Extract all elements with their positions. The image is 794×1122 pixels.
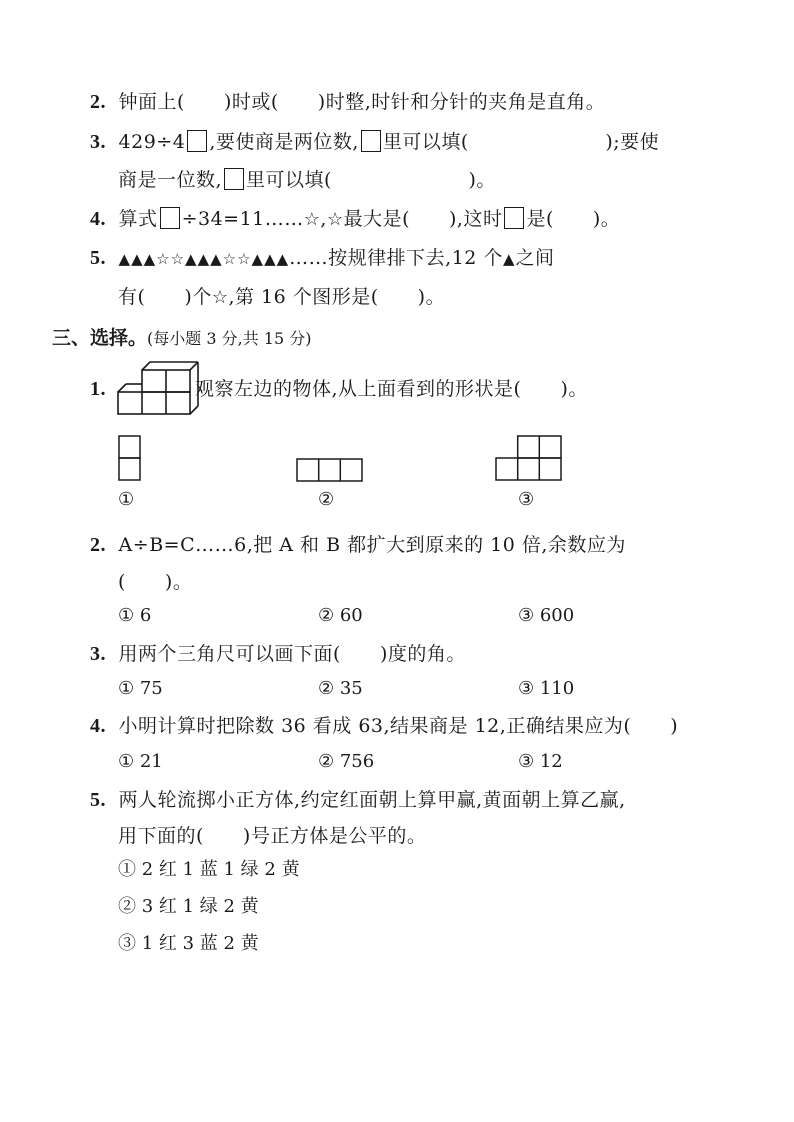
option-1-label: ① (118, 489, 135, 510)
choice-5-line2: 用下面的( )号正方体是公平的。 (118, 825, 427, 847)
question-number: 3. (90, 131, 106, 153)
question-number: 4. (90, 715, 106, 737)
blank-box (187, 130, 207, 152)
question-number: 5. (90, 247, 106, 269)
choice-4 (90, 714, 678, 738)
question-text: 最大是( ),这时 (343, 208, 503, 230)
cube-stack-figure (116, 360, 196, 416)
question-text: 里可以填( )。 (246, 169, 496, 191)
option-2: ② 3 红 1 绿 2 黄 (118, 896, 259, 917)
question-text: 两人轮流掷小正方体,约定红面朝上算甲赢,黄面朝上算乙赢, (118, 789, 626, 811)
question-3 (90, 130, 659, 154)
option-2-label: ② (318, 489, 335, 510)
choice-2 (90, 533, 626, 557)
question-2 (90, 90, 605, 114)
option-3: ③ 110 (518, 678, 575, 699)
question-5 (90, 246, 555, 271)
option-3: ③ 1 红 3 蓝 2 黄 (118, 933, 259, 954)
question-text: 429÷4 (118, 131, 186, 153)
star-icon: ☆ (211, 287, 229, 308)
question-4 (90, 207, 620, 232)
option-1: ① 21 (118, 751, 163, 772)
question-text: 钟面上( )时或( )时整,时针和分针的夹角是直角。 (118, 91, 606, 113)
question-text: 里可以填( );要使 (382, 131, 660, 153)
question-text: 小明计算时把除数 36 看成 63,结果商是 12,正确结果应为( ) (118, 715, 679, 737)
choice-2-line2: ( )。 (118, 571, 193, 593)
shape-pattern: ▲▲▲☆☆▲▲▲☆☆▲▲▲ (118, 250, 290, 268)
question-text: 用两个三角尺可以画下面( )度的角。 (118, 643, 466, 665)
question-text: A÷B=C……6,把 A 和 B 都扩大到原来的 10 倍,余数应为 (118, 534, 626, 556)
question-text: ……按规律排下去,12 个 (289, 247, 503, 269)
question-text: 有( )个 (118, 286, 212, 308)
question-number: 4. (90, 208, 106, 230)
option-3-figure (495, 435, 563, 483)
section-note: (每小题 3 分,共 15 分) (147, 329, 312, 348)
question-text: ÷34=11…… (181, 208, 304, 230)
question-text: 之间 (515, 247, 555, 269)
star-icon: ☆ (303, 209, 321, 230)
option-1-figure (118, 435, 142, 483)
question-3-line2 (118, 168, 496, 192)
section-header (52, 326, 311, 351)
choice-5 (90, 788, 626, 812)
question-text: 算式 (118, 208, 158, 230)
blank-box (504, 207, 524, 229)
question-text: ,第 16 个图形是( )。 (228, 286, 446, 308)
question-text: ,要使商是两位数, (209, 131, 359, 153)
option-2: ② 756 (318, 751, 375, 772)
option-2: ② 60 (318, 605, 363, 626)
question-text: 是( )。 (526, 208, 621, 230)
option-1: ① 75 (118, 678, 163, 699)
blank-box (224, 168, 244, 190)
question-number: 2. (90, 91, 106, 113)
star-icon: ☆ (326, 209, 344, 230)
option-2: ② 35 (318, 678, 363, 699)
question-number: 1. (90, 378, 106, 400)
triangle-icon: ▲ (502, 250, 516, 268)
choice-3 (90, 642, 466, 666)
blank-box (361, 130, 381, 152)
option-3: ③ 600 (518, 605, 575, 626)
choice-1 (90, 377, 106, 401)
question-5-line2 (118, 285, 445, 310)
blank-box (160, 207, 180, 229)
question-number: 5. (90, 789, 106, 811)
option-3-label: ③ (518, 489, 535, 510)
option-1: ① 6 (118, 605, 152, 626)
option-2-figure (296, 458, 364, 484)
question-number: 2. (90, 534, 106, 556)
option-3: ③ 12 (518, 751, 563, 772)
question-text: , (320, 208, 327, 230)
question-number: 3. (90, 643, 106, 665)
section-title: 三、选择。 (52, 327, 148, 349)
option-1: ① 2 红 1 蓝 1 绿 2 黄 (118, 859, 300, 880)
question-text: 商是一位数, (118, 169, 223, 191)
choice-1-text: 观察左边的物体,从上面看到的形状是( )。 (195, 378, 588, 400)
